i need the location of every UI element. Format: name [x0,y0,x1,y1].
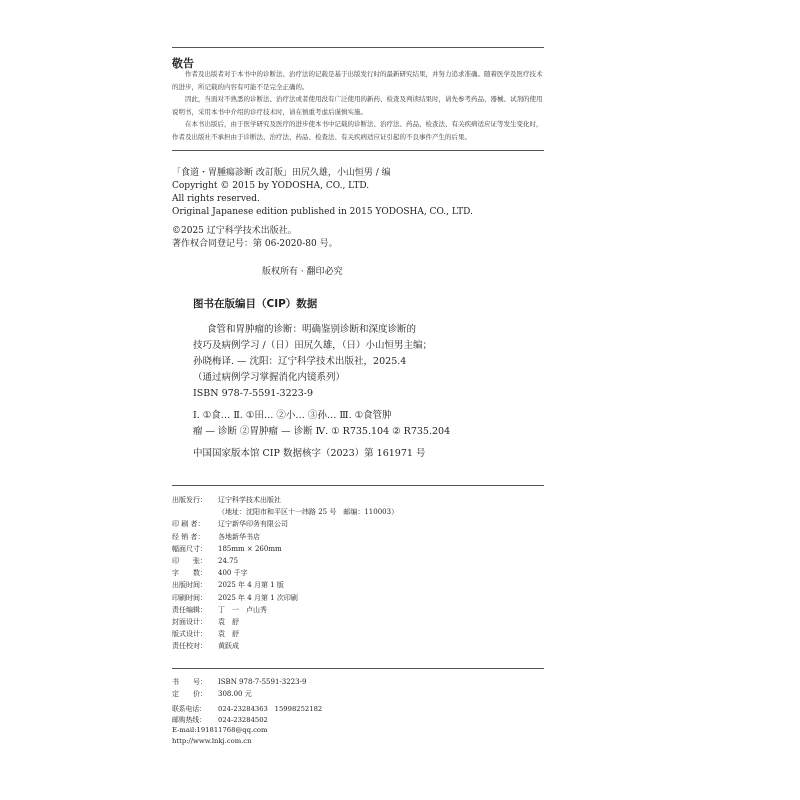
original-title: 「食道・胃腫瘍診断 改訂版」田尻久雄，小山恒男 / 编 [172,168,391,178]
original-edition-line: Original Japanese edition published in 2015 YODOSHA, CO., LTD. [172,207,473,217]
notice-bottom-rule [172,150,544,151]
pub-label: 责任编辑： [172,605,207,614]
registration-number: 著作权合同登记号：第 06-2020-80 号。 [172,239,338,249]
pub-label: 版式设计： [172,630,207,639]
price-info [172,676,552,700]
price-value: 308.00 元 [218,690,252,698]
publication-info [172,494,552,653]
cip-line: （通过病例学习掌握消化内镜系列） [193,372,346,383]
price-label: 定 价： [172,690,207,698]
pub-row [172,531,552,543]
pub-row [172,640,552,652]
pub-value: 185mm × 260mm [218,544,282,553]
pub-row [172,567,552,579]
pub-value: 24.75 [218,557,239,566]
pub-value: 辽宁新华印务有限公司 [218,520,288,529]
pub-label: 印刷时间： [172,593,207,602]
contact-value: 024-23284502 [218,715,268,724]
copyright-line: Copyright © 2015 by YODOSHA, CO., LTD. [172,181,370,191]
price-value: ISBN 978-7-5591-3223-9 [218,678,307,686]
cip-classification: Ⅰ. ①食… Ⅱ. ①田… ②小… ③孙… Ⅲ. ①食管肿 [193,410,392,421]
cip-line: 技巧及病例学习 /（日）田尻久雄，（日）小山恒男主编； [193,340,432,351]
price-label: 书 号： [172,678,207,686]
notice-paragraph: 作者及出版者对于本书中的诊断法、治疗法的记载是基于出版发行时的最新研究结果，并努力追求准确。随着医学及医疗技术的进步，所记载的内容有可能不是完全正确的。 [172,70,543,91]
cip-check-number: 中国国家版本馆 CIP 数据核字（2023）第 161971 号 [193,448,426,459]
notice-paragraph: 因此，当面对不熟悉的诊断法、治疗法或者使用没有广泛使用的新药、检查及判读结果时，请先参考药品、器械、试剂的使用说明书，采用本书中介绍的诊疗技术时，请在慎重考虑后谨慎实施。 [172,95,543,116]
pub-row [172,506,552,518]
contact-row [172,725,322,736]
pub-row [172,579,552,591]
pub-label: 字 数： [172,569,207,578]
pub-row [172,604,552,616]
contact-label: 联系电话： [172,705,206,713]
pub-row [172,518,552,530]
pub-row [172,592,552,604]
contact-row [172,736,322,747]
top-rule [172,47,544,48]
pub-value: 2025 年 4 月第 1 次印刷 [218,593,298,602]
pub-row [172,543,552,555]
pub-value: 袁 舒 [218,618,239,627]
pub-row [172,494,552,506]
pub-row [172,555,552,567]
contact-label: 邮购热线： [172,715,206,724]
notice-text [172,68,544,143]
cip-isbn: ISBN 978-7-5591-3223-9 [193,388,313,399]
rights-line: All rights reserved. [172,194,260,204]
cip-classification: 瘤 — 诊断 ②胃肿瘤 — 诊断 Ⅳ. ① R735.104 ② R735.204 [193,426,451,437]
pub-value: （地址：沈阳市和平区十一纬路 25 号 邮编：110003） [218,508,399,517]
cn-copyright: ©2025 辽宁科学技术出版社。 [172,226,297,236]
copyright-block [172,167,552,251]
pub-value: 辽宁科学技术出版社 [218,496,281,504]
price-row [172,688,552,700]
contact-row [172,715,322,726]
cip-line: 孙晓梅译. — 沈阳：辽宁科学技术出版社，2025.4 [193,356,407,367]
pub-label: 封面设计： [172,618,207,627]
pub-label: 印 张： [172,557,207,566]
pub-label: 出版发行： [172,496,207,504]
pub-value: 丁 一 卢山秀 [218,605,267,614]
pub-row [172,628,552,640]
cip-line: 食管和胃肿瘤的诊断：明确鉴别诊断和深度诊断的 [207,324,417,335]
pub-label [172,506,218,518]
pub-label: 印 刷 者： [172,520,205,529]
pub-value: 400 千字 [218,569,248,578]
pub-value: 黄跃成 [218,642,239,651]
contact-info [172,704,322,746]
price-top-rule [172,668,544,669]
pub-value: 2025 年 4 月第 1 版 [218,581,284,590]
contact-website: http://www.lnkj.com.cn [172,736,252,745]
contact-value: 024-23284363 15998252182 [218,705,323,713]
cip-block [172,322,552,462]
pub-value: 各地新华书店 [218,532,260,541]
notice-title: 敬告 [172,57,194,70]
pub-label: 经 销 者： [172,532,205,541]
pub-row [172,616,552,628]
contact-email: 191811768@qq.com [196,726,268,734]
pub-value: 袁 舒 [218,630,239,639]
pub-label: 出版时间： [172,581,207,590]
contact-label: E-mail: [172,726,197,734]
notice-paragraph: 在本书出版后，由于医学研究及医疗的进步使本书中记载的诊断法、治疗法、药品、检查法、有关疾病适应证等发生变化时，作者及出版社不承担由于诊断法、治疗法、药品、检查法、有关疾病适应证引起的不良事件产生的后果。 [172,120,543,141]
rights-reserved: 版权所有 · 翻印必究 [262,267,343,277]
publication-top-rule [172,485,544,486]
cip-heading: 图书在版编目（CIP）数据 [193,298,318,310]
pub-label: 幅面尺寸： [172,544,207,553]
price-row [172,676,552,688]
pub-label: 责任校对： [172,642,207,651]
contact-row [172,704,322,715]
